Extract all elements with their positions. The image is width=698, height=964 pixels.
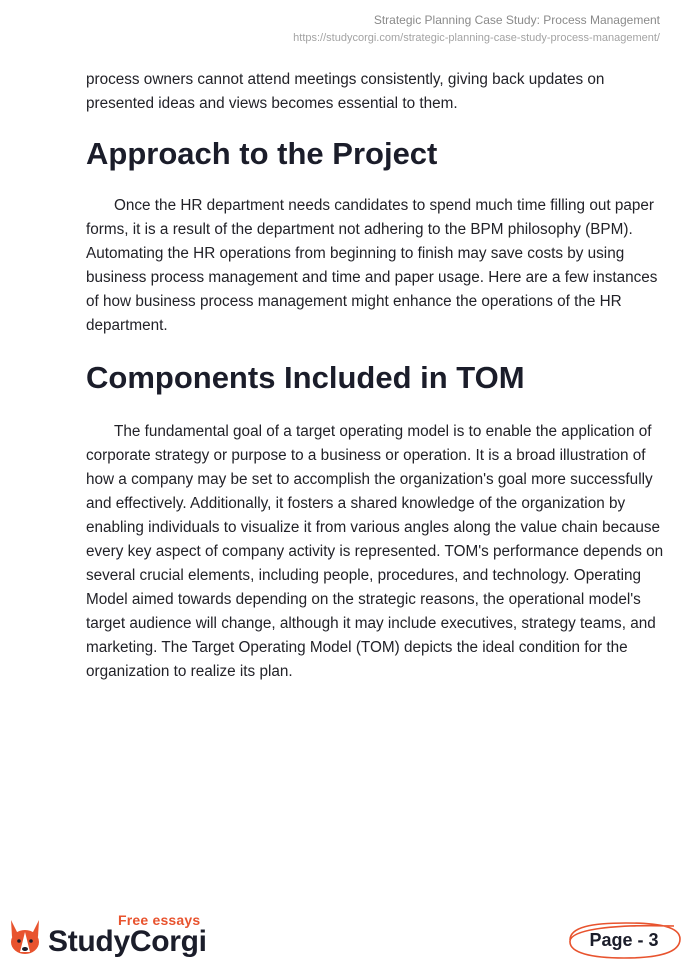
section-paragraph-approach: Once the HR department needs candidates to spend much time filling out paper forms, it is a result of the department not adhering to the BPM philosophy (BPM). Automating the HR operations from beginning to finish may save costs by using business process management and time and paper usage. Here are a few instances of how business process management might enhance the operations of the HR department.: [86, 197, 658, 334]
page-number-badge: [564, 918, 684, 962]
page-header: [293, 12, 660, 46]
page-number: Page - 3: [589, 930, 659, 950]
section-heading-approach: Approach to the Project: [86, 136, 438, 171]
studycorgi-logo[interactable]: [8, 910, 218, 960]
section-paragraph-components: The fundamental goal of a target operating model is to enable the application of corporate strategy or purpose to a business or operation. It is a broad illustration of how a company may be set to accomplish the organization's goal more successfully and effectively. Additionally, it fosters a shared knowledge of the organization by enabling individuals to visualize it from various angles along the value chain because every key aspect of company activity is represented. TOM's performance depends on several crucial elements, including people, procedures, and technology. Operating Model aimed towards depending on the strategic reasons, the operational model's target audience will change, although it may include executives, strategy teams, and marketing. The Target Operating Model (TOM) depicts the ideal condition for the organization to realize its plan.: [86, 423, 664, 680]
section-heading-components: Components Included in TOM: [86, 360, 525, 395]
intro-paragraph: process owners cannot attend meetings consistently, giving back updates on presented ideas and views becomes essential to them.: [86, 71, 605, 112]
free-essays-tagline: Free essays: [118, 912, 201, 928]
corgi-logo-icon: [8, 918, 42, 956]
document-title: Strategic Planning Case Study: Process Management: [373, 13, 660, 27]
source-url[interactable]: https://studycorgi.com/strategic-planning-case-study-process-management/: [293, 32, 660, 44]
brand-name: StudyCorgi: [48, 925, 207, 958]
document-body: [86, 68, 666, 684]
